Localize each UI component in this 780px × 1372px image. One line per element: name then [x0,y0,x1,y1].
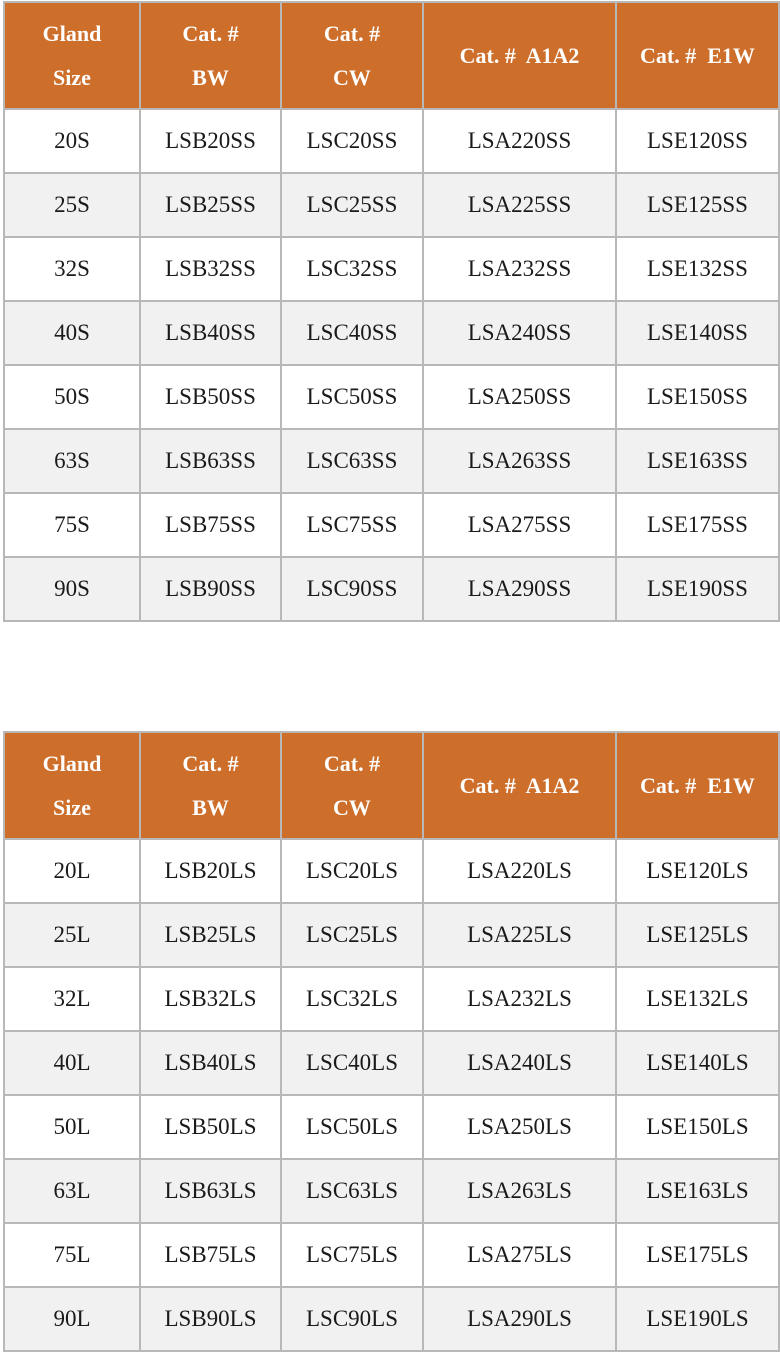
table-row [4,1223,779,1287]
cell-cat-cw: LSC63LS [281,1159,423,1223]
header-cat-e1w: Cat. # E1W [616,732,779,839]
cell-cat-cw: LSC25LS [281,903,423,967]
table-row [4,1159,779,1223]
catalog-table-s [3,1,780,622]
catalog-table-l [3,731,780,1352]
cell-cat-a1a2: LSA225SS [423,173,616,237]
header-line: CW [333,64,371,90]
cell-cat-a1a2: LSA290SS [423,557,616,621]
cell-cat-e1w: LSE140LS [616,1031,779,1095]
cell-cat-e1w: LSE120LS [616,839,779,903]
table-row [4,557,779,621]
cell-gland-size: 40S [4,301,140,365]
table-row [4,903,779,967]
header-line: Cat. # [323,750,381,776]
cell-cat-bw: LSB50SS [140,365,281,429]
cell-cat-e1w: LSE125LS [616,903,779,967]
cell-gland-size: 32S [4,237,140,301]
cell-cat-cw: LSC20SS [281,109,423,173]
header-cat-bw [140,732,281,839]
cell-cat-cw: LSC32LS [281,967,423,1031]
table-row [4,1287,779,1351]
header-cat-a1a2: Cat. # A1A2 [423,2,616,109]
table-row [4,967,779,1031]
cell-gland-size: 63S [4,429,140,493]
cell-gland-size: 63L [4,1159,140,1223]
cell-cat-bw: LSB32LS [140,967,281,1031]
header-gland-size [4,732,140,839]
cell-gland-size: 25L [4,903,140,967]
cell-cat-e1w: LSE150SS [616,365,779,429]
cell-cat-e1w: LSE190LS [616,1287,779,1351]
table-row [4,237,779,301]
cell-cat-a1a2: LSA232SS [423,237,616,301]
header-line: Gland [42,20,102,46]
table-row [4,365,779,429]
cell-cat-bw: LSB90LS [140,1287,281,1351]
header-cat-cw [281,2,423,109]
cell-cat-a1a2: LSA275SS [423,493,616,557]
cell-cat-e1w: LSE132SS [616,237,779,301]
cell-cat-a1a2: LSA220LS [423,839,616,903]
cell-cat-cw: LSC90SS [281,557,423,621]
header-line: CW [333,794,371,820]
cell-cat-cw: LSC75SS [281,493,423,557]
cell-gland-size: 50L [4,1095,140,1159]
cell-cat-e1w: LSE125SS [616,173,779,237]
header-line: Cat. # [182,750,239,776]
cell-cat-bw: LSB63SS [140,429,281,493]
cell-cat-a1a2: LSA225LS [423,903,616,967]
cell-cat-e1w: LSE190SS [616,557,779,621]
cell-gland-size: 75S [4,493,140,557]
cell-gland-size: 90L [4,1287,140,1351]
cell-gland-size: 40L [4,1031,140,1095]
cell-gland-size: 25S [4,173,140,237]
cell-cat-a1a2: LSA250SS [423,365,616,429]
table-header-row [4,732,779,839]
header-line: Size [53,794,91,820]
table-row [4,839,779,903]
table-row [4,429,779,493]
cell-gland-size: 32L [4,967,140,1031]
cell-cat-bw: LSB40SS [140,301,281,365]
cell-cat-a1a2: LSA220SS [423,109,616,173]
header-gland-size [4,2,140,109]
cell-gland-size: 90S [4,557,140,621]
cell-cat-e1w: LSE150LS [616,1095,779,1159]
cell-cat-bw: LSB25SS [140,173,281,237]
cell-cat-bw: LSB50LS [140,1095,281,1159]
cell-cat-cw: LSC50LS [281,1095,423,1159]
cell-cat-bw: LSB75SS [140,493,281,557]
header-line: Gland [42,750,102,776]
cell-cat-cw: LSC40LS [281,1031,423,1095]
header-line: Cat. # [182,20,239,46]
cell-cat-e1w: LSE132LS [616,967,779,1031]
cell-cat-cw: LSC40SS [281,301,423,365]
cell-cat-cw: LSC20LS [281,839,423,903]
cell-cat-cw: LSC32SS [281,237,423,301]
header-cat-bw [140,2,281,109]
cell-cat-bw: LSB40LS [140,1031,281,1095]
cell-cat-bw: LSB32SS [140,237,281,301]
header-cat-e1w: Cat. # E1W [616,2,779,109]
cell-cat-a1a2: LSA250LS [423,1095,616,1159]
cell-cat-a1a2: LSA290LS [423,1287,616,1351]
cell-cat-cw: LSC75LS [281,1223,423,1287]
cell-cat-bw: LSB90SS [140,557,281,621]
cell-cat-a1a2: LSA263LS [423,1159,616,1223]
header-line: Size [53,64,91,90]
cell-cat-cw: LSC50SS [281,365,423,429]
cell-cat-e1w: LSE163SS [616,429,779,493]
header-line: BW [192,64,229,90]
cell-cat-e1w: LSE175LS [616,1223,779,1287]
cell-gland-size: 20S [4,109,140,173]
cell-cat-cw: LSC63SS [281,429,423,493]
cell-gland-size: 20L [4,839,140,903]
cell-cat-e1w: LSE140SS [616,301,779,365]
table-row [4,173,779,237]
table-row [4,1031,779,1095]
cell-cat-a1a2: LSA275LS [423,1223,616,1287]
cell-gland-size: 75L [4,1223,140,1287]
cell-cat-bw: LSB75LS [140,1223,281,1287]
cell-cat-e1w: LSE175SS [616,493,779,557]
table-row [4,109,779,173]
table-row [4,493,779,557]
cell-cat-a1a2: LSA263SS [423,429,616,493]
cell-cat-a1a2: LSA240SS [423,301,616,365]
cell-cat-e1w: LSE120SS [616,109,779,173]
header-line: BW [192,794,229,820]
cell-cat-bw: LSB20LS [140,839,281,903]
cell-gland-size: 50S [4,365,140,429]
cell-cat-e1w: LSE163LS [616,1159,779,1223]
table-row [4,301,779,365]
cell-cat-bw: LSB25LS [140,903,281,967]
table-row [4,1095,779,1159]
table-header-row [4,2,779,109]
header-line: Cat. # [323,20,381,46]
header-cat-a1a2: Cat. # A1A2 [423,732,616,839]
cell-cat-cw: LSC25SS [281,173,423,237]
header-cat-cw [281,732,423,839]
cell-cat-a1a2: LSA240LS [423,1031,616,1095]
cell-cat-bw: LSB20SS [140,109,281,173]
cell-cat-cw: LSC90LS [281,1287,423,1351]
cell-cat-bw: LSB63LS [140,1159,281,1223]
cell-cat-a1a2: LSA232LS [423,967,616,1031]
